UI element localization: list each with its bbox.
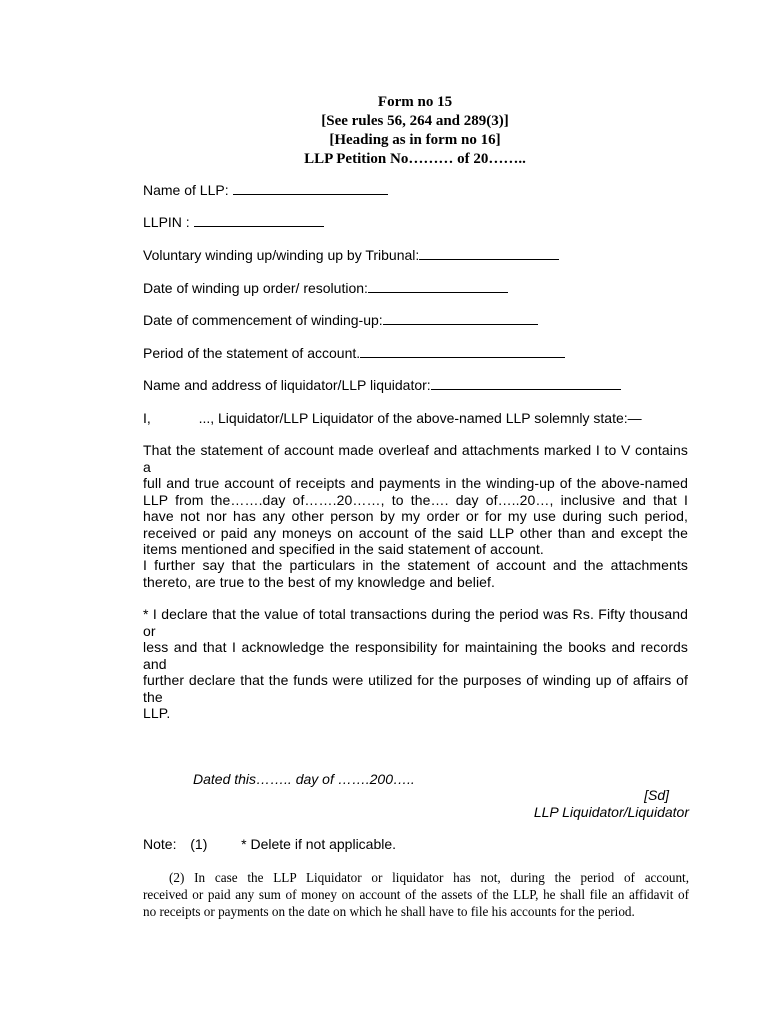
date-of-order-field [143,280,508,296]
statement-paragraph [143,442,688,558]
voluntary-winding-label: Voluntary winding up/winding up by Tribunal: [143,247,420,263]
liquidator-blank[interactable] [431,377,621,390]
declaration-i: I, [143,410,151,426]
particulars-line-2: thereto, are true to the best of my knowledge and belief. [143,573,496,590]
date-of-order-blank[interactable] [368,280,508,293]
form-number: Form no 15 [377,94,453,110]
particulars-paragraph [143,557,688,590]
note-2-line-1: In case the LLP Liquidator or liquidator has not, during the period of account, [194,870,689,885]
form-rules: [See rules 56, 264 and 289(3)] [321,113,509,129]
name-of-llp-label: Name of LLP: [143,182,229,198]
signature-role: LLP Liquidator/Liquidator [533,804,689,820]
declaration-line-1: * I declare that the value of total transactions during the period was Rs. Fifty thousand or [143,606,688,639]
note-2-line-2: received or paid any sum of money on account of the assets of the LLP, he shall file an affidavit of [143,887,689,902]
note-2-line-3: no receipts or payments on the date on which he shall have to file his accounts for the period. [143,904,635,919]
note-1-number: (1) [190,836,208,852]
statement-line-4: have not nor has any other person by my order or for my use during such period, [143,508,688,524]
statement-line-1: That the statement of account made overleaf and attachments marked I to V contains a [143,442,688,475]
note-1 [143,836,396,852]
date-of-order-label: Date of winding up order/ resolution: [143,280,368,296]
note-2-first-line [143,869,689,886]
llpin-blank[interactable] [194,214,324,227]
statement-line-5: received or paid any moneys on account of the said LLP other than and except the [143,524,688,541]
form-heading-note: [Heading as in form no 16] [329,132,501,148]
particulars-line-1: I further say that the particulars in the statement of account and the attachments [143,557,688,573]
note-2 [143,869,689,920]
period-label: Period of the statement of account. [143,345,361,361]
liquidator-label: Name and address of liquidator/LLP liquidator: [143,377,431,393]
statement-line-2: full and true account of receipts and payments in the winding-up of the above-named [143,475,688,491]
declaration-statement: ..., Liquidator/LLP Liquidator of the above-named LLP solemnly state:— [198,410,642,426]
signature-sd: [Sd] [644,787,669,803]
voluntary-winding-blank[interactable] [419,247,559,260]
note-1-text: * Delete if not applicable. [241,836,397,852]
petition-number: LLP Petition No……… of 20…….. [304,151,526,167]
declaration-line [143,410,642,426]
date-of-commencement-label: Date of commencement of winding-up: [143,312,383,328]
date-of-commencement-field [143,312,538,328]
note-2-number: (2) [169,870,185,885]
liquidator-field [143,377,621,393]
declaration-paragraph [143,606,688,722]
llpin-field [143,214,324,230]
statement-line-6: items mentioned and specified in the said statement of account. [143,541,544,557]
form-heading [0,93,770,169]
date-of-commencement-blank[interactable] [383,312,538,325]
declaration-line-4: LLP. [143,705,171,721]
statement-line-3: LLP from the…….day of…….20……, to the…. day of…..20…, inclusive and that I [143,491,688,508]
voluntary-winding-field [143,247,559,263]
name-of-llp-blank[interactable] [233,182,388,195]
declaration-line-2: less and that I acknowledge the responsibility for maintaining the books and records and [143,639,688,672]
dated-line: Dated this…….. day of …….200….. [193,771,415,787]
period-field [143,345,565,361]
name-of-llp-field [143,182,388,198]
declaration-line-3: further declare that the funds were utilized for the purposes of winding up of affairs of the [143,672,688,705]
note-label: Note: [143,836,177,852]
llpin-label: LLPIN : [143,214,190,230]
period-blank[interactable] [360,345,565,358]
